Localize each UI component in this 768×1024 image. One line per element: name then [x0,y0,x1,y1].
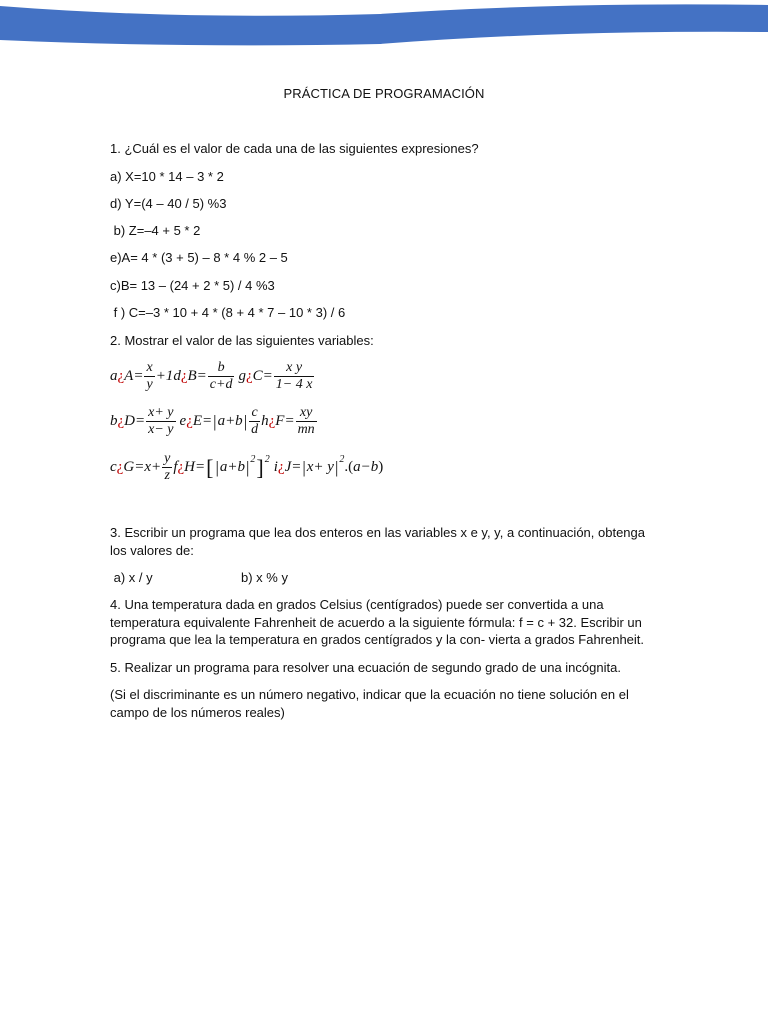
option-a: a) x / y [110,570,153,585]
page-title: PRÁCTICA DE PROGRAMACIÓN [283,86,485,101]
question-1-prompt: 1. ¿Cuál es el valor de cada una de las siguientes expresiones? [110,141,479,156]
label-d: d [173,368,181,384]
label-f: f [173,459,178,475]
denominator: x− y [148,422,174,437]
inverted-question-mark: ¿ [177,459,185,475]
numerator: b [217,360,225,375]
numerator: c [251,405,258,420]
denominator: z [164,468,170,483]
formula-row-3: c ¿ G = x+ $\frac{y}{z}$ f ¿ H = [ | a+b | 2 ] 2 i ¿ J = | x+ y | 2 .( a−b ) [110,451,384,483]
inverted-question-mark: ¿ [277,459,285,475]
fraction-xy-over-1-4x [274,360,315,393]
label-h: h [261,413,269,429]
inverted-question-mark: ¿ [245,368,253,384]
label-a: a [110,368,118,384]
numerator: x y [286,360,303,375]
abs-x-plus-y: x+ y [306,459,334,475]
formula-row-2: b ¿ D = $\frac{x+ y}{x- y}$ e ¿ E = | a+b | $\frac{c}{d}$ h ¿ F = $\frac{xy}{mn}$ [110,405,315,437]
numerator: x [146,360,153,375]
denominator: 1− 4 x [275,377,313,392]
inverted-question-mark: ¿ [268,413,276,429]
term-plus-one: +1 [155,368,174,384]
inner-exponent: 2 [250,454,256,465]
numerator: y [164,451,171,466]
outer-exponent: 2 [264,454,270,465]
abs-a-plus-b: a+b [219,459,245,475]
inverted-question-mark: ¿ [180,368,188,384]
label-e: e [179,413,187,429]
expression-a: a) X=10 * 14 – 3 * 2 [110,169,224,184]
denominator: y [146,377,153,392]
denominator: d [251,422,259,437]
term-a-minus-b: a−b [353,459,379,475]
var-H: H [184,459,195,475]
expression-f: f ) C=–3 * 10 + 4 * (8 + 4 * 7 – 10 * 3) / 6 [110,305,346,320]
option-b: b) x % y [241,570,288,585]
fraction-x-over-y [144,360,154,393]
question-5-text: 5. Realizar un programa para resolver una ecuación de segundo grado de una incógnita. [110,660,621,675]
formula-row-1: a ¿ A = $\frac{x}{y}$ +1 d ¿ B = $\frac{b}{c+d}$ g ¿ C = $\frac{\text{x y}}{1- 4 x}$ [110,360,313,392]
label-g: g [238,368,246,384]
term-x-plus: x+ [144,459,162,475]
expression-c: c)B= 13 – (24 + 2 * 5) / 4 %3 [110,278,275,293]
fraction-y-over-z [162,451,172,484]
fraction-xy-over-mn [296,405,317,438]
denominator: mn [297,422,315,437]
inverted-question-mark: ¿ [117,368,125,384]
label-i: i [273,459,278,475]
label-c: c [110,459,117,475]
banner-wave [0,4,768,45]
abs-a-plus-b: a+b [217,413,243,429]
question-5-note: (Si el discriminante es un número negativo, indicar que la ecuación no tiene solución en el campo de los números reales) [110,687,629,720]
header-banner [0,0,768,60]
var-A: A [124,368,134,384]
fraction-sum-over-diff [146,405,175,438]
var-G: G [123,459,135,475]
numerator: x+ y [148,405,174,420]
var-D: D [124,413,136,429]
label-b: b [110,413,118,429]
expression-d: d) Y=(4 – 40 / 5) %3 [110,196,227,211]
question-4-text: 4. Una temperatura dada en grados Celsius (centígrados) puede ser convertida a una temperatura equivalente Fahrenheit de acuerdo a la siguiente fórmula: f = c + 32. Escribir un programa que lea la temperatura en grados centígrados y la con- vierta a grados Fahrenheit. [110,597,645,647]
inverted-question-mark: ¿ [116,459,124,475]
question-3-prompt: 3. Escribir un programa que lea dos enteros en las variables x e y, y, a continuación, obtenga los valores de: [110,525,645,558]
inverted-question-mark: ¿ [186,413,193,429]
var-E: E [192,413,203,429]
question-2-prompt: 2. Mostrar el valor de las siguientes variables: [110,333,374,348]
expression-b: b) Z=–4 + 5 * 2 [110,223,201,238]
fraction-c-over-d [249,405,260,438]
expression-e: e)A= 4 * (3 + 5) – 8 * 4 % 2 – 5 [110,250,288,265]
numerator: xy [299,405,313,420]
exponent: 2 [339,454,345,465]
var-J: J [284,459,292,475]
var-B: B [187,368,197,384]
denominator: c+d [209,377,233,392]
inverted-question-mark: ¿ [117,413,125,429]
var-F: F [275,413,285,429]
fraction-b-over-cd [208,360,235,393]
var-C: C [252,368,263,384]
